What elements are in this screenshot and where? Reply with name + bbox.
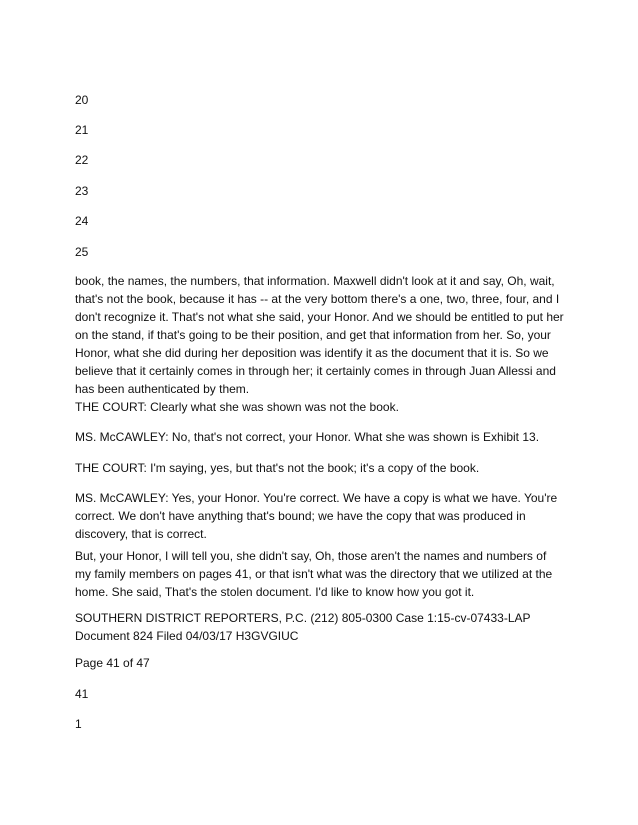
line-number-23: 23 [75,184,89,198]
line-number-22: 22 [75,153,89,167]
reporter-footer: SOUTHERN DISTRICT REPORTERS, P.C. (212) 805-0300 Case 1:15-cv-07433-LAP Document 824 Filed 04/03/17 H3GVGIUC [75,611,531,643]
line-number-1: 1 [75,717,82,731]
transcript-paragraph-mccawley-1: MS. McCAWLEY: No, that's not correct, your Honor. What she was shown is Exhibit 13. [75,430,540,444]
line-number-21: 21 [75,123,89,137]
transcript-paragraph-continuation: But, your Honor, I will tell you, she didn't say, Oh, those aren't the names and numbers of my family members on pages 41, or that isn't what was the directory that we utilized at the home. She said, That's the stolen document. I'd like to know how you got it. [75,549,553,599]
page-of-label: Page 41 of 47 [75,656,150,670]
transcript-paragraph-court-1: THE COURT: Clearly what she was shown was not the book. [75,400,399,414]
transcript-paragraph-mccawley-2: MS. McCAWLEY: Yes, your Honor. You're correct. We have a copy is what we have. You're correct. We don't have anything that's bound; we have the copy that was produced in discovery, that is correct. [75,491,558,541]
line-number-20: 20 [75,93,89,107]
line-number-24: 24 [75,214,89,228]
transcript-paragraph-court-2: THE COURT: I'm saying, yes, but that's not the book; it's a copy of the book. [75,461,480,475]
page-number: 41 [75,687,89,701]
line-number-25: 25 [75,245,89,259]
transcript-paragraph-1: book, the names, the numbers, that information. Maxwell didn't look at it and say, Oh, wait, that's not the book, because it has -- at the very bottom there's a one, two, three, four, and I don't recognize it. That's not what she said, your Honor. And we should be entitled to put her on the stand, if that's going to be their position, and get that information from her. So, your Honor, what she did during her deposition was identify it as the document that it is. So we believe that it certainly comes in through her; it certainly comes in through Juan Allessi and has been authenticated by them. [75,274,564,396]
